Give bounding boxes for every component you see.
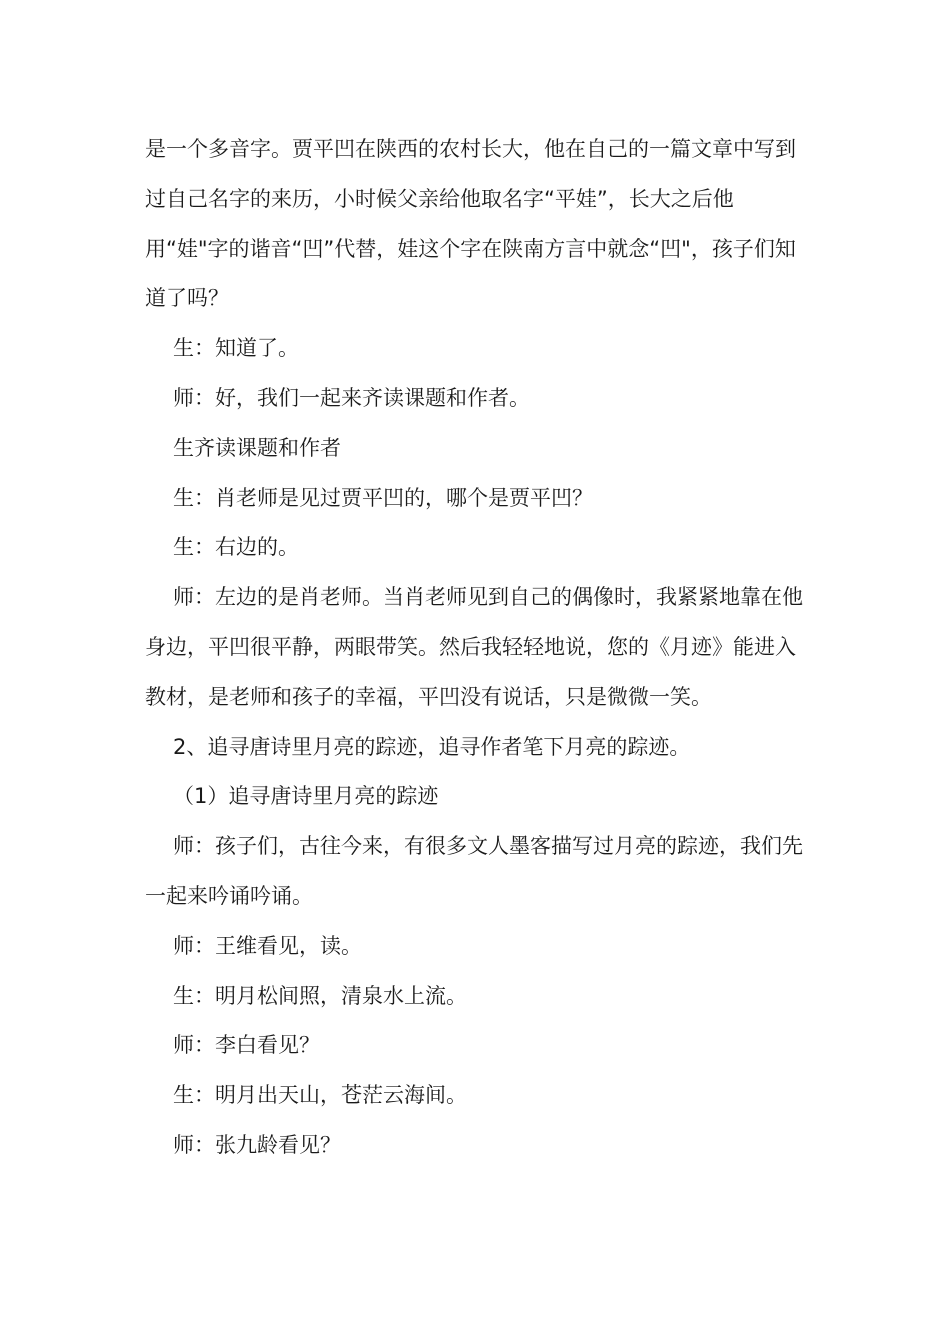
- paragraph-student-libai-line: 生：明月出天山，苍茫云海间。: [173, 1083, 467, 1108]
- subsection-heading-1: （1）追寻唐诗里月亮的踪迹: [173, 784, 439, 809]
- paragraph-teacher-libai: 师：李白看见？: [173, 1033, 320, 1058]
- document-body: [145, 125, 810, 1171]
- paragraph-student-reply: 生：知道了。: [173, 336, 299, 361]
- paragraph-teacher-intro-poems: 师：孩子们，古往今来，有很多文人墨客描写过月亮的踪迹，我们先一起来吟诵吟诵。: [145, 834, 803, 908]
- section-heading-2: 2、追寻唐诗里月亮的踪迹，追寻作者笔下月亮的踪迹。: [173, 734, 691, 759]
- paragraph-teacher-zhangjiuling: 师：张九龄看见？: [173, 1132, 341, 1157]
- paragraph-teacher-read-title: 师：好，我们一起来齐读课题和作者。: [173, 385, 530, 410]
- paragraph-name-origin: 是一个多音字。贾平凹在陕西的农村长大，他在自己的一篇文章中写到过自己名字的来历，小时候父亲给他取名字“平娃”，长大之后他用“娃"字的谐音“凹”代替，娃这个字在陕南方言中就念“凹"，孩子们知道了吗？: [145, 137, 796, 311]
- paragraph-teacher-story: 师：左边的是肖老师。当肖老师见到自己的偶像时，我紧紧地靠在他身边，平凹很平静，两眼带笑。然后我轻轻地说，您的《月迹》能进入教材，是老师和孩子的幸福，平凹没有说话，只是微微一笑。: [145, 585, 803, 709]
- paragraph-student-wangwei-line: 生：明月松间照，清泉水上流。: [173, 983, 467, 1008]
- paragraph-student-answer: 生：右边的。: [173, 535, 299, 560]
- paragraph-teacher-wangwei: 师：王维看见，读。: [173, 933, 362, 958]
- paragraph-class-reads: 生齐读课题和作者: [173, 435, 341, 460]
- paragraph-student-question: 生：肖老师是见过贾平凹的，哪个是贾平凹？: [173, 485, 593, 510]
